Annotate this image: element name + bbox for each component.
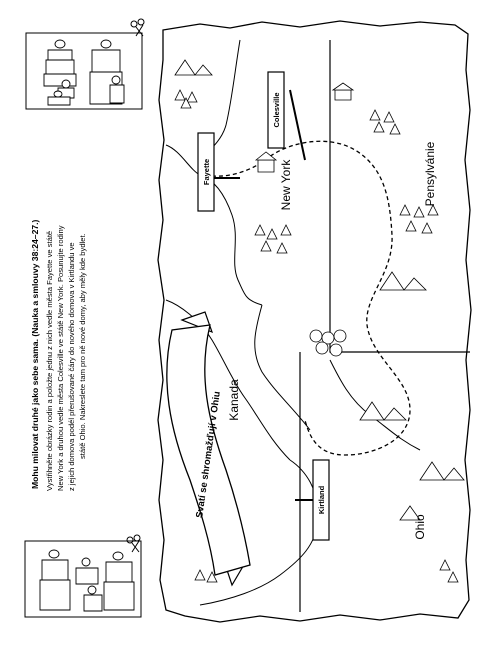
instructions-line: New York a druhou vedle města Colesville ve státě New York. Posunujte rodiny <box>56 225 65 491</box>
region-label-new-york: New York <box>279 159 293 211</box>
region-label-kanada: Kanada <box>227 379 241 421</box>
sign-label: Kirtland <box>317 485 326 515</box>
map <box>158 21 471 622</box>
instructions-line: státě Ohio. Nakreslete tam pro ně nové domy, aby měly kde bydlet. <box>78 233 87 459</box>
banner-text: Svatí se shromažďují v Ohiu <box>194 390 223 519</box>
instructions-title: Mohu milovat druhé jako sebe sama. (Nauka a smlouvy 38:24–27.) <box>30 219 40 489</box>
sign-label: Fayette <box>202 158 211 186</box>
region-label-pennsylvania: Pensylvánie <box>423 141 437 207</box>
sign-label: Colesville <box>272 92 281 128</box>
instructions-line: Vystřihněte obrázky rodin a položte jednu z nich vedle města Fayette ve státě <box>45 230 54 491</box>
region-label-ohio: Ohio <box>413 514 427 540</box>
scissors-icon <box>127 535 140 552</box>
family-cutout-bottom[interactable] <box>25 535 141 617</box>
family-cutout-top[interactable] <box>26 19 144 109</box>
instructions-block <box>30 219 87 491</box>
instructions-line: z jejich domova podél přerušované čáry do nového domova v Kirtlandu ve <box>67 242 76 491</box>
